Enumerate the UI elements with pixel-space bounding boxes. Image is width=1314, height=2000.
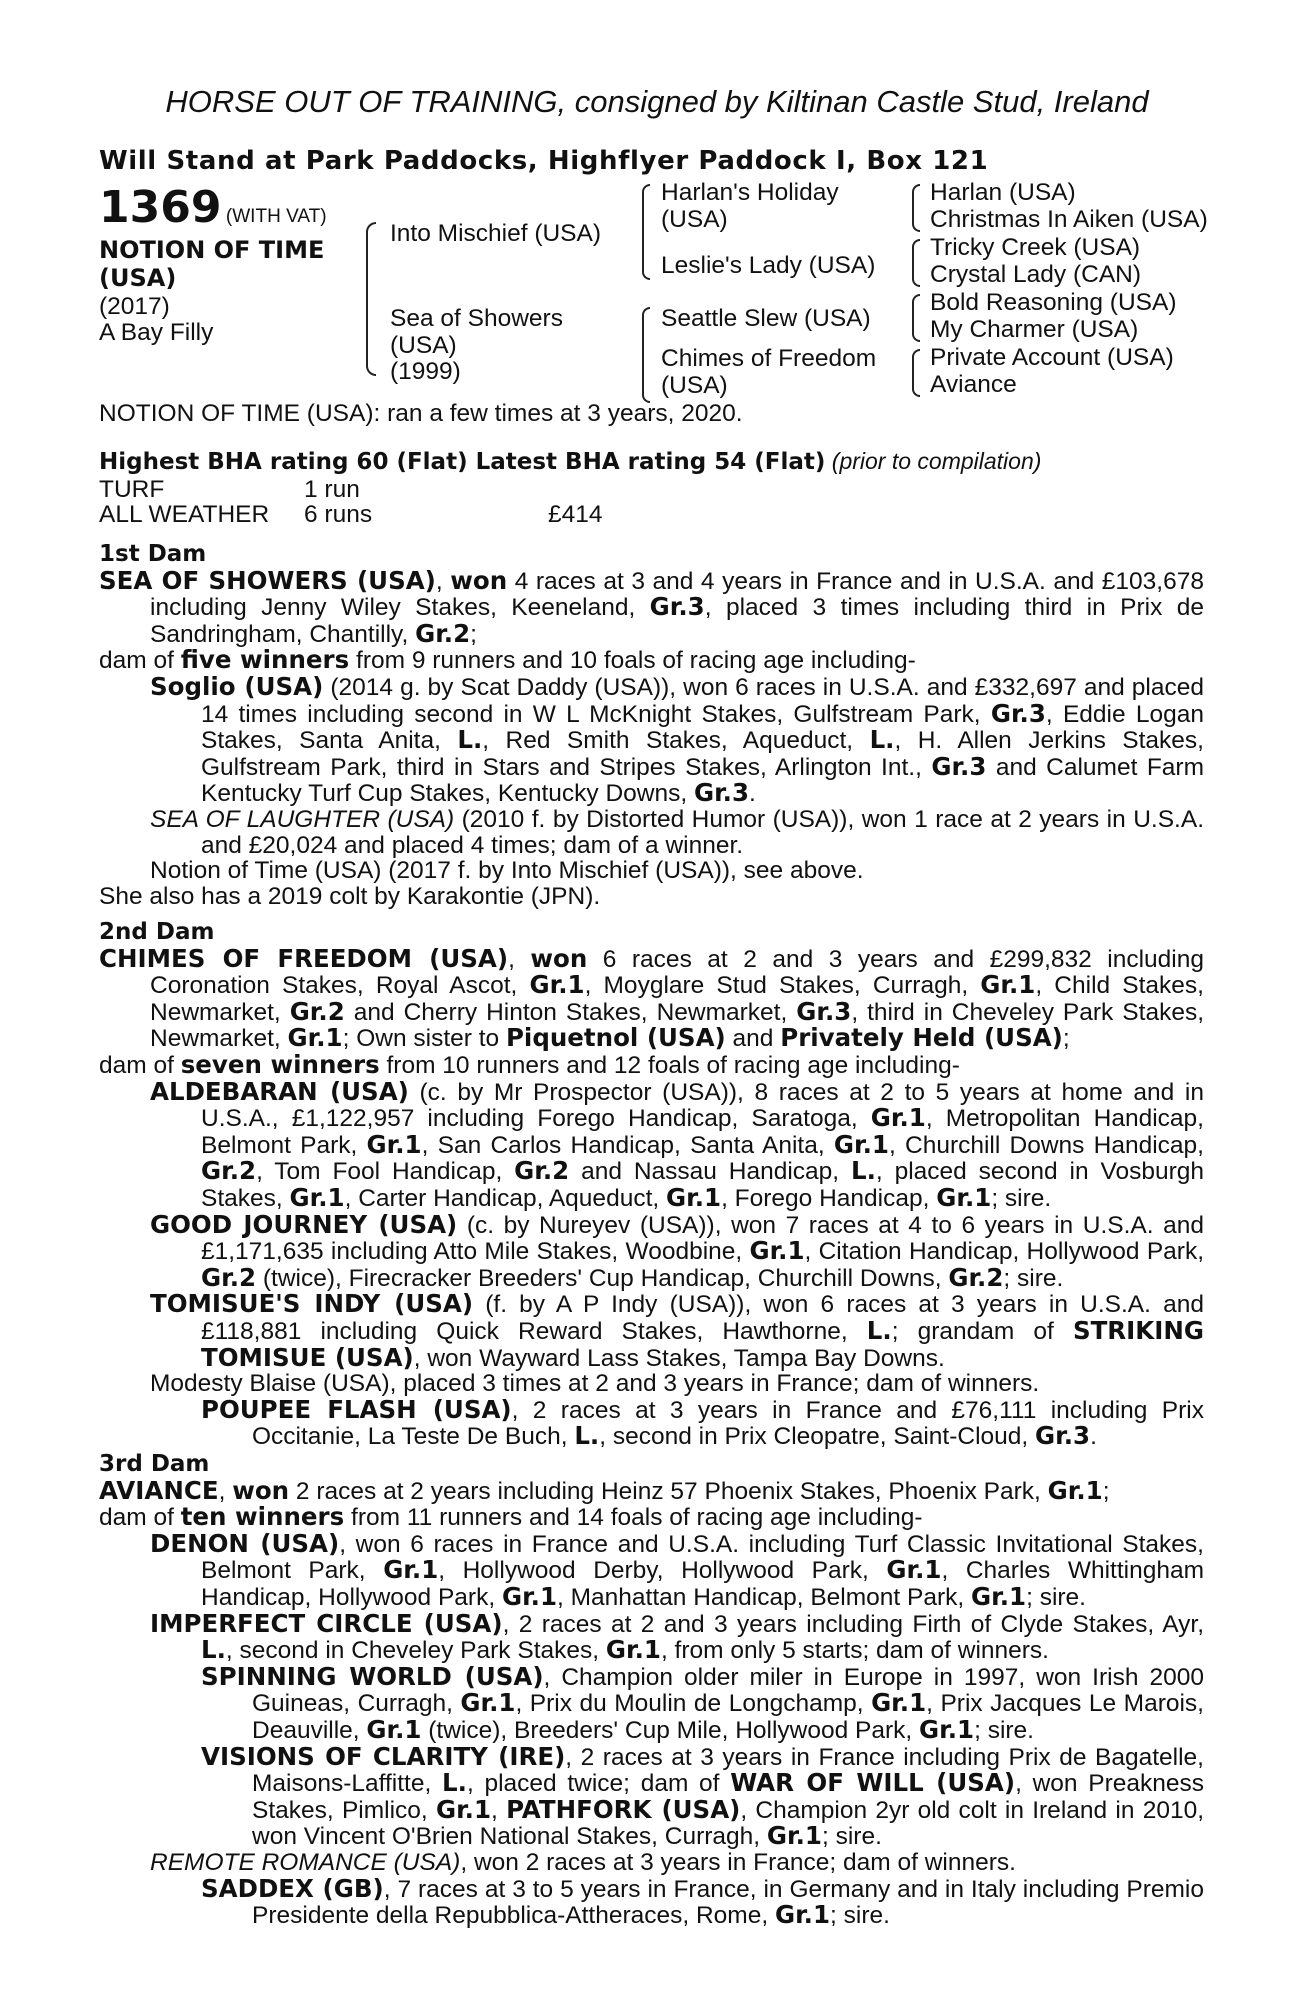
- first-dam-produce-2: [99, 807, 1204, 858]
- text-run: (2014 g. by Scat Daddy (USA)), won 6 races in U.S.A. and £332,697 and placed 14 times including second in W L McKnight Stakes, Gulfstream Park,: [201, 673, 1204, 728]
- vat-note: (WITH VAT): [225, 206, 327, 227]
- text-run: from 11 runners and 14 foals of racing age including-: [344, 1504, 923, 1532]
- bold-text-run: Gr.1: [383, 1555, 439, 1585]
- lot-number-line: [99, 182, 327, 233]
- bold-text-run: seven winners: [180, 1049, 380, 1079]
- text-run: dam of: [99, 1051, 181, 1079]
- bold-text-run: Gr.1: [366, 1714, 422, 1744]
- bold-text-run: Gr.1: [919, 1714, 975, 1744]
- text-run: Modesty Blaise (USA), placed 3 times at 2 and 3 years in France; dam of winners.: [150, 1370, 1040, 1398]
- bold-text-run: Gr.1: [289, 1182, 345, 1212]
- third-dam-produce-1: [99, 1528, 1204, 1611]
- text-run: (f. by A P Indy (USA)), won 6 races at 3 years in U.S.A. and £118,881 including Quick Reward Stakes, Hawthorne,: [201, 1291, 1204, 1345]
- text-run: ; Own sister to: [342, 1025, 506, 1053]
- bold-text-run: Gr.1: [766, 1821, 822, 1851]
- first-dam-produce-summary: [99, 647, 1204, 674]
- lot-number: 1369: [99, 182, 222, 233]
- text-run: ,: [218, 1477, 233, 1505]
- text-run: ; sire.: [1003, 1264, 1064, 1292]
- second-dam-record: [99, 943, 1204, 1053]
- bold-text-run: L.: [850, 1156, 876, 1186]
- bold-text-run: Gr.2: [289, 996, 345, 1026]
- third-dam-heading: 3rd Dam: [99, 1451, 210, 1477]
- italic-text-run: SEA OF LAUGHTER (USA): [150, 805, 455, 833]
- gen3-bracket-3: [912, 294, 920, 342]
- dam-line2: (USA): [390, 332, 457, 359]
- bold-text-run: Gr.2: [415, 618, 471, 648]
- bold-text-run: Gr.1: [886, 1555, 942, 1585]
- second-dam-produce-1: [99, 1076, 1204, 1212]
- text-run: ; grandam of: [891, 1317, 1073, 1345]
- bold-text-run: VISIONS OF CLARITY (IRE): [201, 1741, 566, 1771]
- text-run: and Calumet Farm Kentucky Turf Cup Stakes, Kentucky Downs,: [201, 753, 1204, 808]
- second-dam-produce-2: [99, 1209, 1204, 1292]
- bold-text-run: Gr.1: [460, 1688, 516, 1718]
- text-run: , 2 races at 3 years in France including Prix de Bagatelle, Maisons-Laffitte,: [252, 1743, 1204, 1798]
- text-run: ;: [1062, 1025, 1070, 1053]
- text-run: and Nassau Handicap,: [569, 1158, 851, 1186]
- foaling-year: (2017): [99, 293, 170, 320]
- text-run: She also has a 2019 colt by Karakontie (JPN).: [99, 882, 601, 910]
- sire-bracket: [642, 184, 650, 280]
- dam-line1: Sea of Showers: [390, 305, 563, 332]
- text-run: , placed twice; dam of: [466, 1770, 731, 1798]
- bold-text-run: L.: [457, 725, 483, 755]
- bold-text-run: Gr.3: [1035, 1421, 1091, 1451]
- bold-text-run: L.: [869, 725, 895, 755]
- text-run: and Cherry Hinton Stakes, Newmarket,: [344, 998, 797, 1026]
- text-run: dam of: [99, 647, 181, 675]
- text-run: (2010 f. by Distorted Humor (USA)), won 1 race at 2 years in U.S.A. and £20,024 and placed 4 times; dam of a winner.: [201, 805, 1205, 859]
- horse-name-line1: NOTION OF TIME: [99, 236, 325, 264]
- gen3-bracket-4: [912, 349, 920, 397]
- third-dam-grandproduce-2: [99, 1741, 1204, 1851]
- third-dam-produce-summary: [99, 1504, 1204, 1531]
- third-dam-section: [99, 1452, 1204, 1929]
- bold-text-run: Gr.3: [649, 592, 705, 622]
- text-run: , placed second in Vosburgh Stakes,: [201, 1158, 1204, 1212]
- bold-text-run: TOMISUE'S INDY (USA): [150, 1289, 474, 1319]
- bold-text-run: SPINNING WORLD (USA): [201, 1661, 544, 1691]
- first-dam-section: [99, 542, 1204, 909]
- text-run: (c. by Mr Prospector (USA)), 8 races at 2 to 5 years at home and in U.S.A., £1,122,957 including Forego Handicap, Saratoga,: [201, 1078, 1204, 1133]
- bold-text-run: Gr.2: [514, 1156, 570, 1186]
- third-dam-grandproduce-3: [99, 1873, 1204, 1930]
- bold-text-run: ten winners: [180, 1502, 345, 1532]
- horse-description: A Bay Filly: [99, 319, 214, 346]
- horse-name-line2: (USA): [99, 264, 177, 292]
- bha-rating-text: Highest BHA rating 60 (Flat) Latest BHA rating 54 (Flat): [99, 449, 826, 475]
- text-run: , Eddie Logan Stakes, Santa Anita,: [201, 700, 1204, 755]
- bold-text-run: Gr.1: [774, 1900, 831, 1930]
- bold-text-run: L.: [201, 1635, 226, 1665]
- text-run: .: [1090, 1423, 1097, 1451]
- pedigree-g8: Aviance: [930, 371, 1017, 398]
- bold-text-run: Gr.3: [693, 778, 750, 808]
- text-run: , from only 5 starts; dam of winners.: [660, 1637, 1049, 1665]
- sire: Into Mischief (USA): [390, 220, 602, 247]
- text-run: , Tom Fool Handicap,: [256, 1158, 515, 1186]
- bha-rating-note: (prior to compilation): [831, 448, 1042, 474]
- bold-text-run: DENON (USA): [150, 1528, 340, 1558]
- pedigree-g4: Crystal Lady (CAN): [930, 261, 1142, 288]
- bold-text-run: Gr.2: [948, 1262, 1004, 1292]
- bold-text-run: GOOD JOURNEY (USA): [150, 1209, 458, 1239]
- bold-text-run: Gr.1: [1047, 1475, 1103, 1505]
- bold-text-run: Gr.1: [529, 970, 585, 1000]
- bold-text-run: Gr.2: [201, 1262, 257, 1292]
- bold-text-run: Gr.3: [931, 751, 987, 781]
- pedigree-g2: Christmas In Aiken (USA): [930, 206, 1208, 233]
- bold-text-run: Gr.1: [435, 1794, 492, 1824]
- sire-dam: Leslie's Lady (USA): [661, 252, 876, 279]
- text-run: , placed 3 times including third in Prix de Sandringham, Chantilly,: [150, 594, 1205, 648]
- bold-text-run: Gr.1: [749, 1236, 805, 1266]
- pedigree-g7: Private Account (USA): [930, 344, 1174, 371]
- text-run: ,: [435, 567, 451, 595]
- bold-text-run: Gr.1: [936, 1182, 992, 1212]
- first-dam-record: [99, 565, 1205, 648]
- sire-sire-line1: Harlan's Holiday: [661, 179, 839, 206]
- dam-bracket: [642, 307, 650, 403]
- third-dam-produce-3: [99, 1850, 1204, 1876]
- text-run: ; sire.: [974, 1716, 1034, 1744]
- text-run: , 2 races at 3 years in France and £76,111 including Prix Occitanie, La Teste De Buch,: [252, 1396, 1204, 1451]
- pedigree-bracket: [366, 222, 376, 376]
- second-dam-produce-4: [99, 1371, 1204, 1397]
- text-run: , Champion 2yr old colt in Ireland in 2010, won Vincent O'Brien National Stakes, Curragh,: [252, 1796, 1204, 1851]
- text-run: ; sire.: [991, 1184, 1052, 1212]
- bold-text-run: WAR OF WILL (USA): [730, 1768, 1016, 1798]
- gen3-bracket-2: [912, 239, 920, 287]
- pedigree-note: NOTION OF TIME (USA): ran a few times at 3 years, 2020.: [99, 400, 743, 427]
- text-run: (c. by Nureyev (USA)), won 7 races at 4 to 6 years in U.S.A. and £1,171,635 including Atto Mile Stakes, Woodbine,: [201, 1211, 1204, 1266]
- first-dam-heading: 1st Dam: [99, 541, 207, 567]
- text-run: , won 6 races in France and U.S.A. including Turf Classic Invitational Stakes, Belmont Park,: [201, 1530, 1204, 1585]
- turf-label: TURF: [99, 476, 165, 503]
- text-run: , Red Smith Stakes, Aqueduct,: [482, 727, 870, 755]
- text-run: , Carter Handicap, Aqueduct,: [344, 1184, 666, 1212]
- gen3-bracket-1: [912, 184, 920, 232]
- text-run: from 9 runners and 10 foals of racing age including-: [349, 647, 916, 675]
- dam-dam-line2: (USA): [661, 372, 728, 399]
- text-run: 2 races at 2 years including Heinz 57 Phoenix Stakes, Phoenix Park,: [289, 1477, 1048, 1505]
- first-dam-produce-1: [99, 671, 1204, 808]
- bold-text-run: won: [450, 565, 508, 595]
- bold-text-run: Gr.1: [501, 1581, 558, 1611]
- text-run: ;: [1102, 1477, 1110, 1505]
- bold-text-run: L.: [866, 1315, 892, 1345]
- bold-text-run: PATHFORK (USA): [506, 1794, 741, 1824]
- bold-text-run: Gr.3: [990, 698, 1046, 728]
- dam-sire: Seattle Slew (USA): [661, 305, 871, 332]
- stand-location: Will Stand at Park Paddocks, Highflyer Paddock I, Box 121: [99, 146, 989, 176]
- bold-text-run: SEA OF SHOWERS (USA): [99, 565, 436, 595]
- text-run: , Hollywood Derby, Hollywood Park,: [438, 1557, 887, 1585]
- bold-text-run: AVIANCE: [99, 1475, 219, 1505]
- text-run: , third in Cheveley Park Stakes, Newmarket,: [150, 998, 1204, 1053]
- text-run: , 7 races at 3 to 5 years in France, in Germany and in Italy including Premio Presidente della Repubblica-Attheraces, Rome,: [252, 1875, 1204, 1930]
- bold-text-run: Gr.1: [287, 1023, 343, 1053]
- second-dam-grandproduce-1: [99, 1394, 1204, 1451]
- turf-runs: 1 run: [304, 476, 360, 503]
- second-dam-produce-summary: [99, 1049, 1204, 1079]
- text-run: , Metropolitan Handicap, Belmont Park,: [201, 1105, 1204, 1159]
- text-run: (twice), Breeders' Cup Mile, Hollywood Park,: [421, 1716, 920, 1744]
- bold-text-run: Gr.1: [605, 1635, 661, 1665]
- bold-text-run: won: [232, 1475, 290, 1505]
- text-run: , Child Stakes, Newmarket,: [150, 972, 1204, 1026]
- text-run: , won 2 races at 3 years in France; dam of winners.: [460, 1848, 1016, 1876]
- aw-prize: £414: [548, 501, 603, 528]
- bold-text-run: CHIMES OF FREEDOM (USA): [99, 943, 509, 973]
- text-run: , Manhattan Handicap, Belmont Park,: [557, 1583, 972, 1611]
- bold-text-run: won: [530, 943, 588, 973]
- bold-text-run: Privately Held (USA): [780, 1023, 1063, 1053]
- third-dam-record: [99, 1475, 1204, 1505]
- bold-text-run: Gr.1: [366, 1129, 422, 1159]
- pedigree-g5: Bold Reasoning (USA): [930, 289, 1177, 316]
- pedigree-g6: My Charmer (USA): [930, 316, 1139, 343]
- second-dam-heading: 2nd Dam: [99, 919, 215, 945]
- third-dam-produce-2: [99, 1608, 1204, 1665]
- bold-text-run: Gr.2: [201, 1156, 257, 1186]
- text-run: , Charles Whittingham Handicap, Hollywood Park,: [201, 1557, 1204, 1611]
- text-run: (twice), Firecracker Breeders' Cup Handicap, Churchill Downs,: [256, 1264, 949, 1292]
- bold-text-run: Piquetnol (USA): [505, 1023, 726, 1053]
- third-dam-grandproduce-1: [99, 1661, 1204, 1744]
- text-run: from 10 runners and 12 foals of racing age including-: [379, 1051, 960, 1079]
- bold-text-run: L.: [442, 1768, 467, 1798]
- text-run: , San Carlos Handicap, Santa Anita,: [421, 1131, 834, 1159]
- pedigree-g3: Tricky Creek (USA): [930, 234, 1141, 261]
- text-run: , Prix Jacques Le Marois, Deauville,: [252, 1690, 1204, 1744]
- sire-sire-line2: (USA): [661, 206, 728, 233]
- dam-dam-line1: Chimes of Freedom: [661, 345, 877, 372]
- text-run: , Churchill Downs Handicap,: [888, 1131, 1204, 1159]
- dam-line3: (1999): [390, 358, 461, 385]
- text-run: , won Preakness Stakes, Pimlico,: [252, 1770, 1204, 1824]
- text-run: , Prix du Moulin de Longchamp,: [515, 1690, 872, 1718]
- text-run: and: [725, 1025, 781, 1053]
- text-run: ; sire.: [1026, 1583, 1086, 1611]
- bold-text-run: Gr.1: [971, 1581, 1027, 1611]
- text-run: , H. Allen Jerkins Stakes, Gulfstream Park, third in Stars and Stripes Stakes, Arlington Int.,: [201, 727, 1204, 781]
- bold-text-run: Gr.1: [666, 1182, 722, 1212]
- bha-rating: [99, 448, 1041, 475]
- bold-text-run: STRIKING TOMISUE (USA): [201, 1315, 1205, 1372]
- text-run: ,: [508, 945, 531, 973]
- bold-text-run: five winners: [180, 645, 350, 675]
- pedigree-g1: Harlan (USA): [930, 179, 1076, 206]
- aw-runs: 6 runs: [304, 501, 373, 528]
- bold-text-run: Gr.1: [870, 1103, 926, 1133]
- bold-text-run: Gr.1: [980, 970, 1036, 1000]
- aw-label: ALL WEATHER: [99, 501, 270, 528]
- second-dam-produce-3: [99, 1291, 1204, 1371]
- bold-text-run: Gr.1: [871, 1688, 927, 1718]
- text-run: ,: [491, 1796, 507, 1824]
- text-run: , second in Cheveley Park Stakes,: [225, 1637, 606, 1665]
- first-dam-produce-3: [99, 858, 1204, 884]
- text-run: ; sire.: [830, 1902, 890, 1930]
- page-header: HORSE OUT OF TRAINING, consigned by Kiltinan Castle Stud, Ireland: [165, 84, 1149, 119]
- bold-text-run: POUPEE FLASH (USA): [201, 1394, 512, 1424]
- second-dam-section: [99, 920, 1204, 1450]
- bold-text-run: Gr.1: [833, 1129, 889, 1159]
- text-run: .: [749, 780, 756, 808]
- text-run: , second in Prix Cleopatre, Saint-Cloud,: [599, 1423, 1036, 1451]
- bold-text-run: SADDEX (GB): [201, 1873, 384, 1903]
- bold-text-run: L.: [574, 1421, 600, 1451]
- text-run: , won Wayward Lass Stakes, Tampa Bay Downs.: [413, 1344, 945, 1372]
- text-run: , 2 races at 2 and 3 years including Firth of Clyde Stakes, Ayr,: [502, 1610, 1204, 1638]
- bold-text-run: IMPERFECT CIRCLE (USA): [150, 1608, 503, 1638]
- text-run: dam of: [99, 1504, 181, 1532]
- text-run: ; sire.: [821, 1823, 882, 1851]
- text-run: 6 races at 2 and 3 years and £299,832 including Coronation Stakes, Royal Ascot,: [150, 945, 1204, 1000]
- text-run: ;: [470, 620, 477, 648]
- text-run: , Moyglare Stud Stakes, Curragh,: [584, 972, 981, 1000]
- text-run: , Champion older miler in Europe in 1997, won Irish 2000 Guineas, Curragh,: [252, 1663, 1204, 1718]
- text-run: 4 races at 3 and 4 years in France and in U.S.A. and £103,678 including Jenny Wiley Stakes, Keeneland,: [150, 567, 1204, 622]
- bold-text-run: Gr.3: [796, 996, 852, 1026]
- text-run: , Forego Handicap,: [721, 1184, 937, 1212]
- bold-text-run: Soglio (USA): [150, 671, 324, 701]
- text-run: , Citation Handicap, Hollywood Park,: [804, 1238, 1204, 1266]
- first-dam-note: [99, 884, 1204, 910]
- text-run: Notion of Time (USA) (2017 f. by Into Mischief (USA)), see above.: [150, 857, 864, 885]
- italic-text-run: REMOTE ROMANCE (USA): [150, 1848, 461, 1876]
- bold-text-run: ALDEBARAN (USA): [150, 1076, 409, 1106]
